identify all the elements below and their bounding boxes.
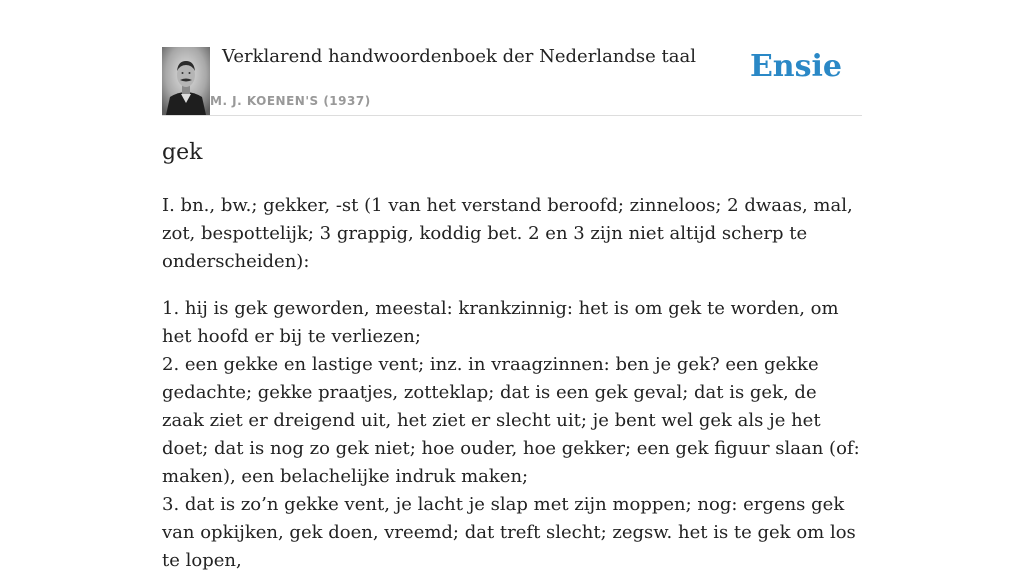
definition xyxy=(162,192,862,575)
book-title: Verklarend handwoordenboek der Nederlandse taal xyxy=(222,46,696,67)
author-portrait-image xyxy=(162,47,210,115)
header xyxy=(162,0,862,116)
definition-intro: I. bn., bw.; gekker, -st (1 van het verstand beroofd; zinneloos; 2 dwaas, mal, zot, bespottelijk; 3 grappig, koddig bet. 2 en 3 zijn niet altijd scherp te onderscheiden): xyxy=(162,195,853,272)
portrait-illustration xyxy=(162,47,210,115)
book-subtitle: M. J. KOENEN'S (1937) xyxy=(210,94,371,108)
sense-item: 3. dat is zo’n gekke vent, je lacht je slap met zijn moppen; nog: ergens gek van opkijken, gek doen, vreemd; dat treft slecht; zegsw. het is te gek om los te lopen, xyxy=(162,494,856,571)
sense-item: 2. een gekke en lastige vent; inz. in vraagzinnen: ben je gek? een gekke gedachte; gekke praatjes, zotteklap; dat is een gek geval; dat is gek, de zaak ziet er dreigend uit, het ziet er slecht uit; je bent wel gek als je het doet; dat is nog zo gek niet; hoe ouder, hoe gekker; een gek figuur slaan (of: maken), een belachelijke indruk maken; xyxy=(162,354,860,487)
sense-item: 1. hij is gek geworden, meestal: krankzinnig: het is om gek te worden, om het hoofd er bij te verliezen; xyxy=(162,298,839,347)
sense-list xyxy=(162,295,862,575)
entry-word: gek xyxy=(162,140,203,165)
ensie-logo-link[interactable]: Ensie xyxy=(749,49,842,84)
content-container xyxy=(162,0,862,571)
